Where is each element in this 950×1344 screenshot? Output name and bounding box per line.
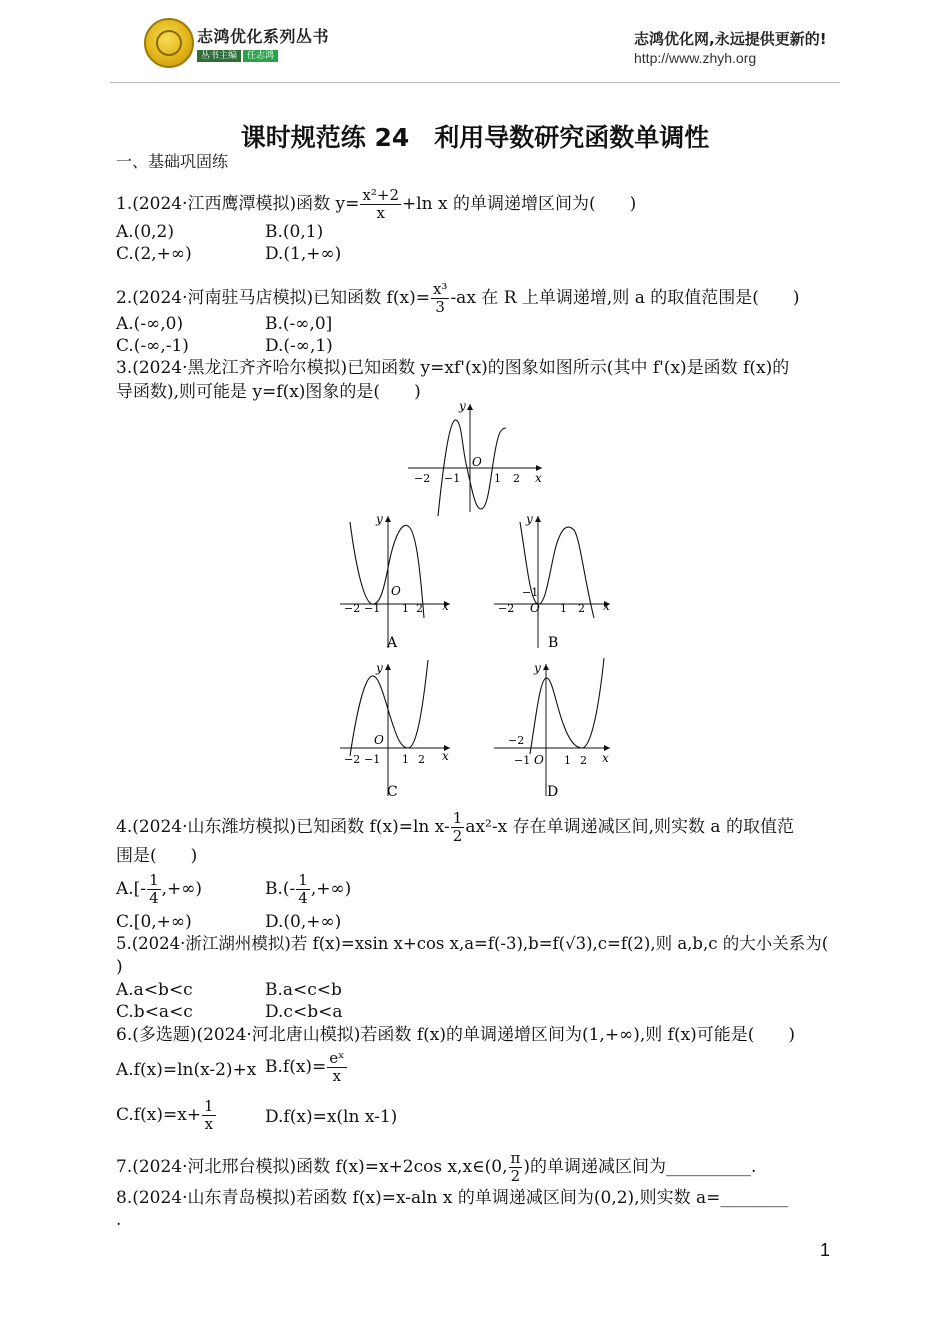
svg-text:−2: −2 xyxy=(344,602,361,615)
question-5-line2: ) xyxy=(116,957,123,977)
svg-text:D: D xyxy=(547,784,559,800)
q4-stem-end: ax²-x 存在单调递减区间,则实数 a 的取值范 xyxy=(465,817,794,837)
svg-text:C: C xyxy=(387,784,398,800)
svg-text:−1: −1 xyxy=(514,754,531,767)
svg-text:1: 1 xyxy=(560,602,567,615)
q6-option-c: C.f(x)=x+ $\frac{1}{x}$ xyxy=(116,1097,214,1133)
q1-option-a: A.(0,2) xyxy=(116,222,174,242)
q2-option-d: D.(-∞,1) xyxy=(265,336,333,356)
svg-text:x: x xyxy=(442,749,449,763)
svg-text:−2: −2 xyxy=(508,734,525,747)
q2-option-c: C.(-∞,-1) xyxy=(116,336,189,356)
svg-text:−2: −2 xyxy=(414,472,431,485)
section-heading: 一、基础巩固练 xyxy=(116,152,229,171)
svg-text:−2: −2 xyxy=(344,753,361,766)
editor-tag xyxy=(197,48,278,61)
svg-text:−1: −1 xyxy=(364,602,381,615)
q5-option-d: D.c<b<a xyxy=(265,1002,343,1022)
editor-label: 丛书主编 xyxy=(197,50,241,62)
header-divider xyxy=(110,82,840,83)
q3-graph-b xyxy=(490,508,615,653)
q1-option-b: B.(0,1) xyxy=(265,222,324,242)
slogan: 志鸿优化网,永远提供更新的! xyxy=(634,30,827,48)
q4-option-c: C.[0,+∞) xyxy=(116,912,192,932)
svg-text:A: A xyxy=(387,635,398,651)
question-7 xyxy=(116,1150,756,1185)
q6-option-b: B.f(x)= $\frac{\text{eˣ}}{x}$ xyxy=(265,1049,345,1085)
series-title: 志鸿优化系列丛书 xyxy=(197,27,330,46)
svg-text:y: y xyxy=(534,661,541,675)
q2-option-b: B.(-∞,0] xyxy=(265,314,333,334)
svg-text:1: 1 xyxy=(402,602,409,615)
svg-text:O: O xyxy=(530,601,540,615)
svg-text:x: x xyxy=(535,471,542,485)
svg-text:y: y xyxy=(376,512,383,526)
q2-fraction: $\frac{\text{x³}}{3}$ xyxy=(432,280,448,316)
question-4-line2: 围是( ) xyxy=(116,846,198,866)
q1-option-c: C.(2,+∞) xyxy=(116,244,192,264)
svg-text:O: O xyxy=(374,733,384,747)
q2-stem: 2.(2024·河南驻马店模拟)已知函数 f(x)= xyxy=(116,288,430,308)
q6-option-a: A.f(x)=ln(x-2)+x xyxy=(116,1060,257,1080)
question-3-line1: 3.(2024·黑龙江齐齐哈尔模拟)已知函数 y=xf'(x)的图象如图所示(其中 f'(x)是函数 f(x)的 xyxy=(116,358,790,378)
q4-option-d: D.(0,+∞) xyxy=(265,912,342,932)
svg-text:−1: −1 xyxy=(522,586,539,599)
svg-text:x: x xyxy=(442,599,449,613)
q1-stem-end: +ln x 的单调递增区间为( ) xyxy=(402,194,637,214)
q1-option-d: D.(1,+∞) xyxy=(265,244,342,264)
svg-text:2: 2 xyxy=(580,754,587,767)
q4-fraction: $\frac{1}{2}$ xyxy=(452,809,463,845)
question-4-line1 xyxy=(116,810,794,845)
q4-option-a: A.[- $\frac{1}{4}$ ,+∞) xyxy=(116,871,203,907)
svg-text:2: 2 xyxy=(578,602,585,615)
page-title: 课时规范练 24 利用导数研究函数单调性 xyxy=(240,123,710,152)
q7-stem: 7.(2024·河北邢台模拟)函数 f(x)=x+2cos x,x∈(0, xyxy=(116,1157,508,1177)
logo-emblem xyxy=(144,18,194,68)
svg-text:−1: −1 xyxy=(444,472,461,485)
svg-text:−2: −2 xyxy=(498,602,515,615)
q1-stem: 1.(2024·江西鹰潭模拟)函数 y= xyxy=(116,194,360,214)
q3-graph-a xyxy=(336,508,456,653)
question-6: 6.(多选题)(2024·河北唐山模拟)若函数 f(x)的单调递增区间为(1,+∞),则 f(x)可能是( ) xyxy=(116,1025,796,1045)
svg-text:2: 2 xyxy=(513,472,520,485)
question-3-line2: 导函数),则可能是 y=f(x)图象的是( ) xyxy=(116,382,421,402)
q5-option-c: C.b<a<c xyxy=(116,1002,193,1022)
q5-option-a: A.a<b<c xyxy=(116,980,193,1000)
svg-text:2: 2 xyxy=(418,753,425,766)
svg-text:O: O xyxy=(472,455,482,469)
q7-fraction: $\frac{\pi}{2}$ xyxy=(510,1149,521,1185)
q7-stem-end: )的单调递减区间为__________. xyxy=(523,1157,757,1177)
q1-fraction: $\frac{\text{x²+2}}{x}$ xyxy=(362,186,399,222)
svg-text:1: 1 xyxy=(564,754,571,767)
question-8-line2: . xyxy=(116,1210,122,1230)
question-5-line1: 5.(2024·浙江湖州模拟)若 f(x)=xsin x+cos x,a=f(-3),b=f(√3),c=f(2),则 a,b,c 的大小关系为( xyxy=(116,934,829,953)
svg-text:x: x xyxy=(603,599,610,613)
q4-stem: 4.(2024·山东潍坊模拟)已知函数 f(x)=ln x- xyxy=(116,817,450,837)
q4-option-b: B.(- $\frac{1}{4}$ ,+∞) xyxy=(265,871,352,907)
q3-graph-c xyxy=(336,656,456,802)
q2-stem-end: -ax 在 R 上单调递增,则 a 的取值范围是( ) xyxy=(450,288,800,308)
q6-option-d: D.f(x)=x(ln x-1) xyxy=(265,1107,398,1127)
svg-text:x: x xyxy=(602,751,609,765)
svg-text:−1: −1 xyxy=(364,753,381,766)
svg-text:B: B xyxy=(548,635,559,651)
svg-text:y: y xyxy=(459,399,466,413)
svg-text:1: 1 xyxy=(494,472,501,485)
q3-graph-d xyxy=(490,656,615,802)
q3-main-graph xyxy=(400,398,550,516)
svg-text:O: O xyxy=(391,584,401,598)
question-8-line1: 8.(2024·山东青岛模拟)若函数 f(x)=x-aln x 的单调递减区间为(0,2),则实数 a=________ xyxy=(116,1188,789,1208)
svg-text:y: y xyxy=(526,512,533,526)
site-url: http://www.zhyh.org xyxy=(634,50,757,66)
question-2 xyxy=(116,281,800,316)
editor-name: 任志鸿 xyxy=(243,50,278,62)
q2-option-a: A.(-∞,0) xyxy=(116,314,184,334)
question-1 xyxy=(116,187,636,222)
svg-text:O: O xyxy=(534,753,544,767)
svg-text:y: y xyxy=(376,661,383,675)
q5-option-b: B.a<c<b xyxy=(265,980,342,1000)
svg-text:1: 1 xyxy=(402,753,409,766)
svg-text:2: 2 xyxy=(416,602,423,615)
page-number: 1 xyxy=(820,1240,831,1260)
